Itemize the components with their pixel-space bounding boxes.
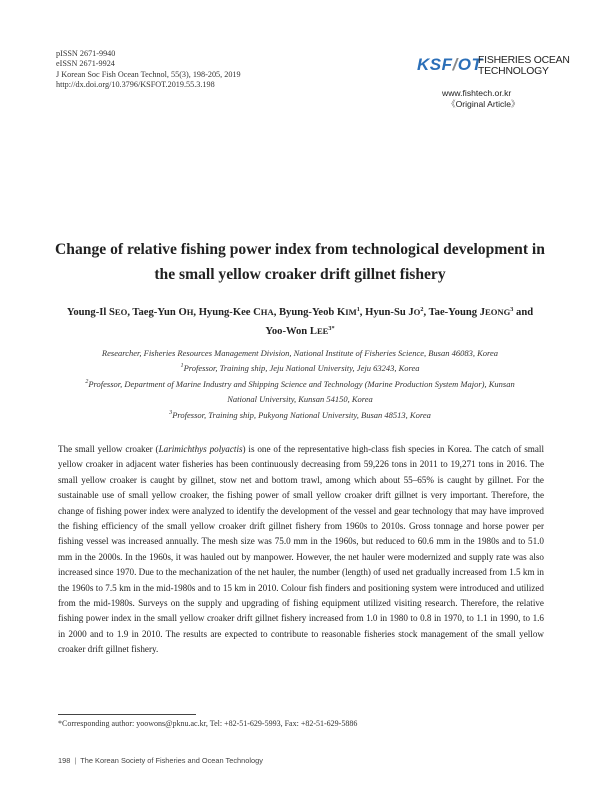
english-title-line2: the small yellow croaker drift gillnet fishery — [154, 266, 446, 283]
author-surname-initial: K — [336, 307, 346, 318]
doi-link[interactable]: http://dx.doi.org/10.3796/KSFOT.2019.55.3.198 — [56, 80, 215, 90]
author-separator: , — [359, 307, 366, 318]
page-footer — [58, 756, 263, 765]
affiliation-line — [30, 408, 570, 423]
author-separator: , — [423, 307, 429, 318]
affiliation-line — [30, 377, 570, 392]
footer-separator: | — [74, 756, 77, 765]
affiliation-text: Professor, Training ship, Jeju National University, Jeju 63243, Korea — [183, 363, 420, 374]
author-given-name: Hyung-Kee — [198, 307, 254, 318]
author-separator: , — [193, 307, 199, 318]
journal-citation: J Korean Soc Fish Ocean Technol, 55(3), 198-205, 2019 — [56, 69, 241, 79]
english-title — [40, 237, 560, 287]
author-affiliation-mark: 3 — [510, 306, 514, 313]
author-surname-initial: S — [108, 307, 115, 318]
author-given-name: Yoo-Won — [265, 326, 310, 337]
author-name — [67, 307, 133, 318]
author-name — [279, 307, 365, 318]
article-type: 《Original Article》 — [447, 99, 520, 109]
author-surname-rest: HA — [260, 307, 274, 317]
journal-meta — [56, 49, 241, 91]
logo-mark — [417, 55, 482, 75]
english-authors — [50, 303, 550, 341]
author-separator: , — [273, 307, 279, 318]
author-name — [199, 307, 279, 318]
author-name — [429, 307, 534, 318]
eissn: eISSN 2671-9924 — [56, 59, 115, 69]
affiliation-mark: 3 — [169, 408, 173, 416]
affiliation-mark: 2 — [85, 377, 89, 385]
footnote-rule — [58, 714, 196, 715]
affiliation-text: National University, Kunsan 54150, Korea — [227, 394, 373, 405]
logo-line1: FISHERIES OCEAN — [478, 55, 570, 66]
logo-line2: TECHNOLOGY — [478, 65, 549, 77]
author-name — [365, 307, 428, 318]
logo-wordmark — [478, 56, 570, 77]
author-surname-initial: O — [178, 307, 187, 318]
author-given-name: Byung-Yeob — [278, 307, 337, 318]
author-given-name: Hyun-Su — [365, 307, 409, 318]
author-surname-initial: L — [309, 326, 317, 337]
species-name: Larimichthys polyactis — [158, 444, 243, 454]
author-separator: and — [513, 307, 534, 318]
author-surname-initial: J — [479, 307, 485, 318]
affiliation-line — [30, 346, 570, 361]
abstract-intro: The small yellow croaker ( — [58, 444, 159, 454]
pissn: pISSN 2671-9940 — [56, 49, 116, 58]
author-name — [265, 326, 334, 337]
author-surname-rest: EE — [316, 326, 329, 336]
society-name: The Korean Society of Fisheries and Ocean Technology — [80, 756, 263, 765]
author-given-name: Young-Il — [66, 307, 109, 318]
author-surname-rest: H — [186, 307, 194, 317]
author-line — [50, 322, 550, 341]
affiliation-text: Professor, Training ship, Pukyong National University, Busan 48513, Korea — [172, 409, 431, 420]
author-surname-rest: EONG — [484, 307, 511, 317]
abstract — [58, 442, 544, 658]
affiliation-line — [30, 361, 570, 376]
english-title-line1: Change of relative fishing power index from technological development in — [55, 241, 545, 258]
author-surname-rest: O — [413, 307, 421, 317]
author-surname-rest: EO — [114, 307, 128, 317]
page-number: 198 — [58, 756, 71, 765]
journal-url[interactable]: www.fishtech.or.kr — [442, 88, 512, 98]
affiliation-text: Professor, Department of Marine Industry and Shipping Science and Technology (Marine Production System Major), Kunsan — [88, 378, 515, 389]
author-separator: , — [127, 307, 133, 318]
affiliation-mark: 1 — [180, 362, 184, 370]
author-affiliation-mark: 1 — [356, 306, 360, 313]
author-affiliation-mark: 2 — [420, 306, 424, 313]
affiliation-text: Researcher, Fisheries Resources Management Division, National Institute of Fisheries Science, Busan 46083, Korea — [101, 348, 499, 358]
abstract-body: ) is one of the representative high-class fish species in Korea. The catch of small yellow croaker in adjacent water fisheries has been continuously decreasing from 59,226 tons in 2011 to 19,271 tons in 2016. The small yellow croaker is caught by gillnet, stow net and bottom trawl, among which about 55–65% is caught by gillnet. For the sustainable use of small yellow croaker, the fishing power of small yellow croaker drift gillnet is very important. Therefore, the change of fishing power index were analyzed to identify the development of the vessel and gear technology that may have improved the fishing efficiency of the small yellow croaker drift gillnet fishery from 1960s to 2010s. Gross tonnage and horse power per fishing vessel was increased annually. The mesh size was 75.0 mm in the 1960s, but reduced to 60.6 mm in the 1980s and to 51.0 mm in the 2000s. In the 1960s, it was hauled out by manpower. However, the net hauler were modernized and supply rate was also increased since 1970. Due to the mechanization of the net hauler, the number (length) of used net gradually increased from 1.5 km in the 1960s to 7.5 km in the mid-1980s and to 15 km in 2010. Colour fish finders and positioning system were introduced and utilized from the mid-1980s. Surveys on the supply and upgrading of fishing equipment utilized visiting research. Therefore, the relative fishing power index in the small yellow croaker drift gillnet fishery increased from 1.0 in 1980 to 0.8 in 1970, to 1.1 in 1990, to 1.6 in 2000 and to 1.9 in 2010. The results are expected to contribute to reasonable fisheries stock management of the small yellow croaker drift gillnet fishery. — [58, 444, 544, 655]
corresponding-author-footnote: *Corresponding author: yoowons@pknu.ac.kr, Tel: +82-51-629-5993, Fax: +82-51-629-5886 — [58, 719, 358, 728]
journal-logo — [417, 55, 570, 89]
author-surname-initial: J — [408, 307, 414, 318]
author-line — [50, 303, 550, 322]
logo-mark-text: KSF/OT — [417, 55, 483, 74]
english-affiliations — [30, 346, 570, 423]
author-given-name: Tae-Young — [428, 307, 480, 318]
author-surname-initial: C — [253, 307, 261, 318]
author-given-name: Taeg-Yun — [132, 307, 179, 318]
author-affiliation-mark: 3* — [328, 325, 335, 332]
affiliation-line — [30, 392, 570, 407]
author-name — [132, 307, 198, 318]
author-surname-rest: IM — [345, 307, 357, 317]
